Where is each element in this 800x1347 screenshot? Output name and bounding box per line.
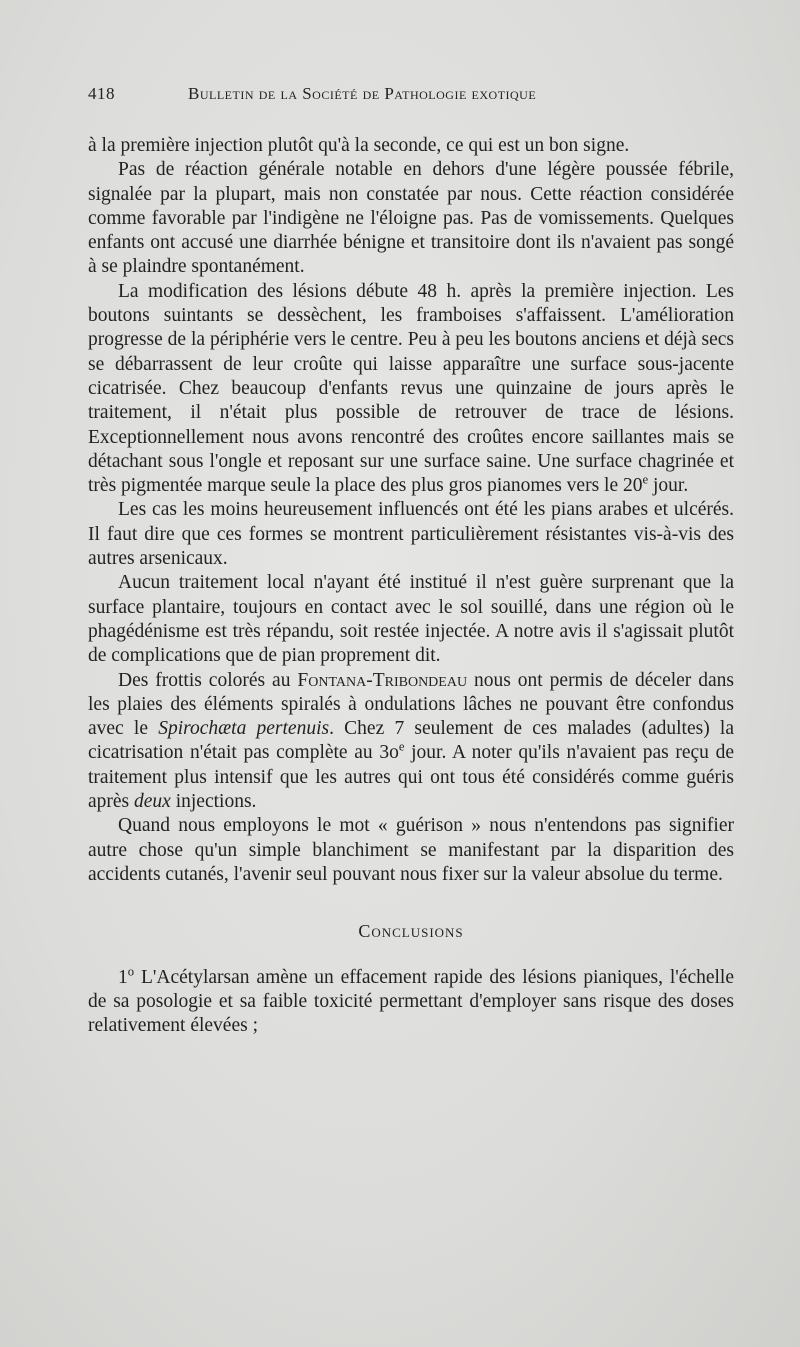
paragraph: Pas de réaction générale notable en dehors d'une légère poussée fébrile, signalée par la plupart, mais non constatée par nous. Cette réaction considérée comme favorable par l'indigène ne l'éloigne pas. Pas de vomissements. Quelques enfants ont accusé une diarrhée bénigne et transitoire dont ils n'avaient pas songé à se plaindre spontanément. [88,159,734,278]
running-title: Bulletin de la Société de Pathologie exotique [188,84,537,103]
paragraph-text: Des frottis colorés au [118,669,298,691]
paragraph: à la première injection plutôt qu'à la seconde, ce qui est un bon signe. [88,135,630,156]
author-name: Fontana-Tribondeau [297,669,468,691]
paragraph: Quand nous employons le mot « guérison » nous n'entendons pas signifier autre chose qu'un simple blanchiment se manifestant par la disparition des accidents cutanés, l'avenir seul pouvant nous fixer sur la valeur absolue du terme. [88,815,734,885]
paragraph: Aucun traitement local n'ayant été institué il n'est guère surprenant que la surface plantaire, toujours en contact avec le sol souillé, dans une région où le phagédénisme est très répandu, soit restée injectée. A notre avis il s'agissait plutôt de complications que de pian proprement dit. [88,572,734,667]
superscript: o [127,964,135,978]
species-name: Spirochæta pertenuis [158,718,330,740]
paragraph [88,280,734,499]
paragraph-text: injections. [170,791,257,813]
section-title: Conclusions [358,921,464,942]
paragraph-text: La modification des lésions débute 48 h. après la première injection. Les boutons suintants se dessèchent, les framboises s'affaissent. L'amélioration progresse de la périphérie vers le centre. Peu à peu les boutons anciens et déjà secs se débarrassent de leur croûte qui laisse apparaître une surface sous-jacente cicatrisée. Chez beaucoup d'enfants revus une quinzaine de jours après le traitement, il n'était plus possible de retrouver de trace de lésions. Exceptionnellement nous avons rencontré des croûtes encore saillantes mais se détachant sous l'ongle et reposant sur une surface saine. Une surface chagrinée et très pigmentée marque seule la place des plus gros pianomes vers le 20 [88,280,734,497]
superscript: e [398,739,405,754]
paragraph: Les cas les moins heureusement influencés ont été les pians arabes et ulcérés. Il faut dire que ces formes se montrent particulièrement résistantes vis-à-vis des autres arsenicaux. [88,499,734,570]
page-number: 418 [88,84,115,103]
body-text [88,134,734,1038]
paragraph-text: L'Acétylarsan amène un effacement rapide des lésions pianiques, l'échelle de sa posologie et sa faible toxicité permettant d'employer sans risque des doses relativement élevées ; [88,966,734,1037]
paragraph-text: . Chez 7 seulement de ces malades (adultes) la cicatrisation n'était pas complète au 3o [88,718,734,764]
item-number: 1 [118,966,128,988]
paragraph-text: jour. [648,475,689,497]
emphasis: deux [134,791,171,813]
paragraph-text: jour. A noter qu'ils n'avaient pas reçu de traitement plus intensif que les autres qui ont tous été considérés comme guéris après [88,742,734,813]
superscript: e [642,472,649,487]
paragraph [88,669,734,815]
conclusion-item [88,966,734,1039]
paragraph-text: nous ont permis de déceler dans les plaies des éléments spiralés à ondulations lâches ne pouvant être confondus avec le [88,669,734,740]
